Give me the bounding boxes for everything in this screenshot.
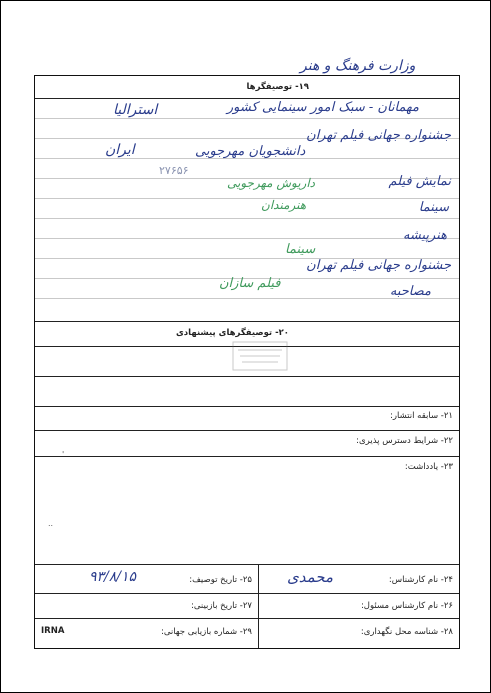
handwritten-line-8: مصاحبه [389, 284, 431, 299]
access-conditions-label: ۲۲- شرایط دسترس پذیری: [356, 436, 453, 446]
divider [35, 456, 459, 457]
ruled-line [35, 118, 459, 119]
divider [35, 321, 459, 322]
suggested-descriptors-label: ۲۰- توصیفگرهای پیشنهادی [175, 328, 289, 338]
handwritten-line-6: هنرپیشه [402, 228, 447, 243]
divider [35, 430, 459, 431]
divider [35, 406, 459, 407]
global-review-number-label: ۲۹- شماره بازیابی جهانی: [160, 627, 252, 637]
handwritten-line-1: مهمانان - سبک امور سینمایی کشور [226, 100, 419, 115]
handwritten-line-4-green: داریوش مهرجویی [227, 176, 316, 190]
descriptors-label: ۱۹- توصیفگرها [246, 82, 309, 92]
divider [35, 593, 459, 594]
scan-speck: .. [48, 519, 54, 528]
handwritten-line-7-green: فیلم سازان [219, 276, 281, 291]
expert-signature: محمدی [287, 568, 334, 586]
handwritten-line-3-left: ایران [105, 142, 135, 158]
divider [35, 98, 459, 99]
handwritten-line-7: جشنواره جهانی فیلم تهران [306, 258, 451, 273]
archive-id-label: ۲۸- شناسه محل نگهداری: [360, 627, 453, 637]
handwritten-line-3-right: دانشجویان مهرجویی [195, 144, 306, 159]
handwritten-line-5-green: هنرمندان [261, 198, 307, 212]
handwritten-line-6-green: سینما [285, 242, 316, 257]
archive-id-value: IRNA [41, 626, 65, 636]
scan-speck: ' [62, 450, 65, 459]
expert-name-label: ۲۴- نام کارشناس: [388, 575, 453, 585]
review-date-label: ۲۷- تاریخ بازبینی: [190, 601, 252, 611]
handwritten-line-5: سینما [418, 200, 449, 215]
ruled-line [35, 198, 459, 199]
note-label: ۲۳- یادداشت: [404, 462, 453, 472]
column-divider [258, 564, 259, 648]
divider [35, 564, 459, 565]
ruled-line [35, 238, 459, 239]
responsible-expert-label: ۲۶- نام کارشناس مسئول: [360, 601, 453, 611]
publication-history-label: ۲۱- سابقه انتشار: [390, 411, 453, 421]
ruled-line [35, 218, 459, 219]
divider [35, 618, 459, 619]
handwritten-line-2-right: جشنواره جهانی فیلم تهران [306, 128, 451, 143]
description-date-label: ۲۵- تاریخ توصیف: [189, 575, 252, 585]
handwritten-number: ۲۷۶۵۶ [159, 164, 189, 177]
handwritten-line-4: نمایش فیلم [388, 174, 451, 189]
stamp-mark [232, 341, 288, 371]
handwritten-ministry: وزارت فرهنگ و هنر [300, 58, 416, 74]
description-date-value: ۹۳/۸/۱۵ [89, 569, 137, 585]
handwritten-line-2-left: استرالیا [113, 102, 158, 118]
divider [35, 376, 459, 377]
